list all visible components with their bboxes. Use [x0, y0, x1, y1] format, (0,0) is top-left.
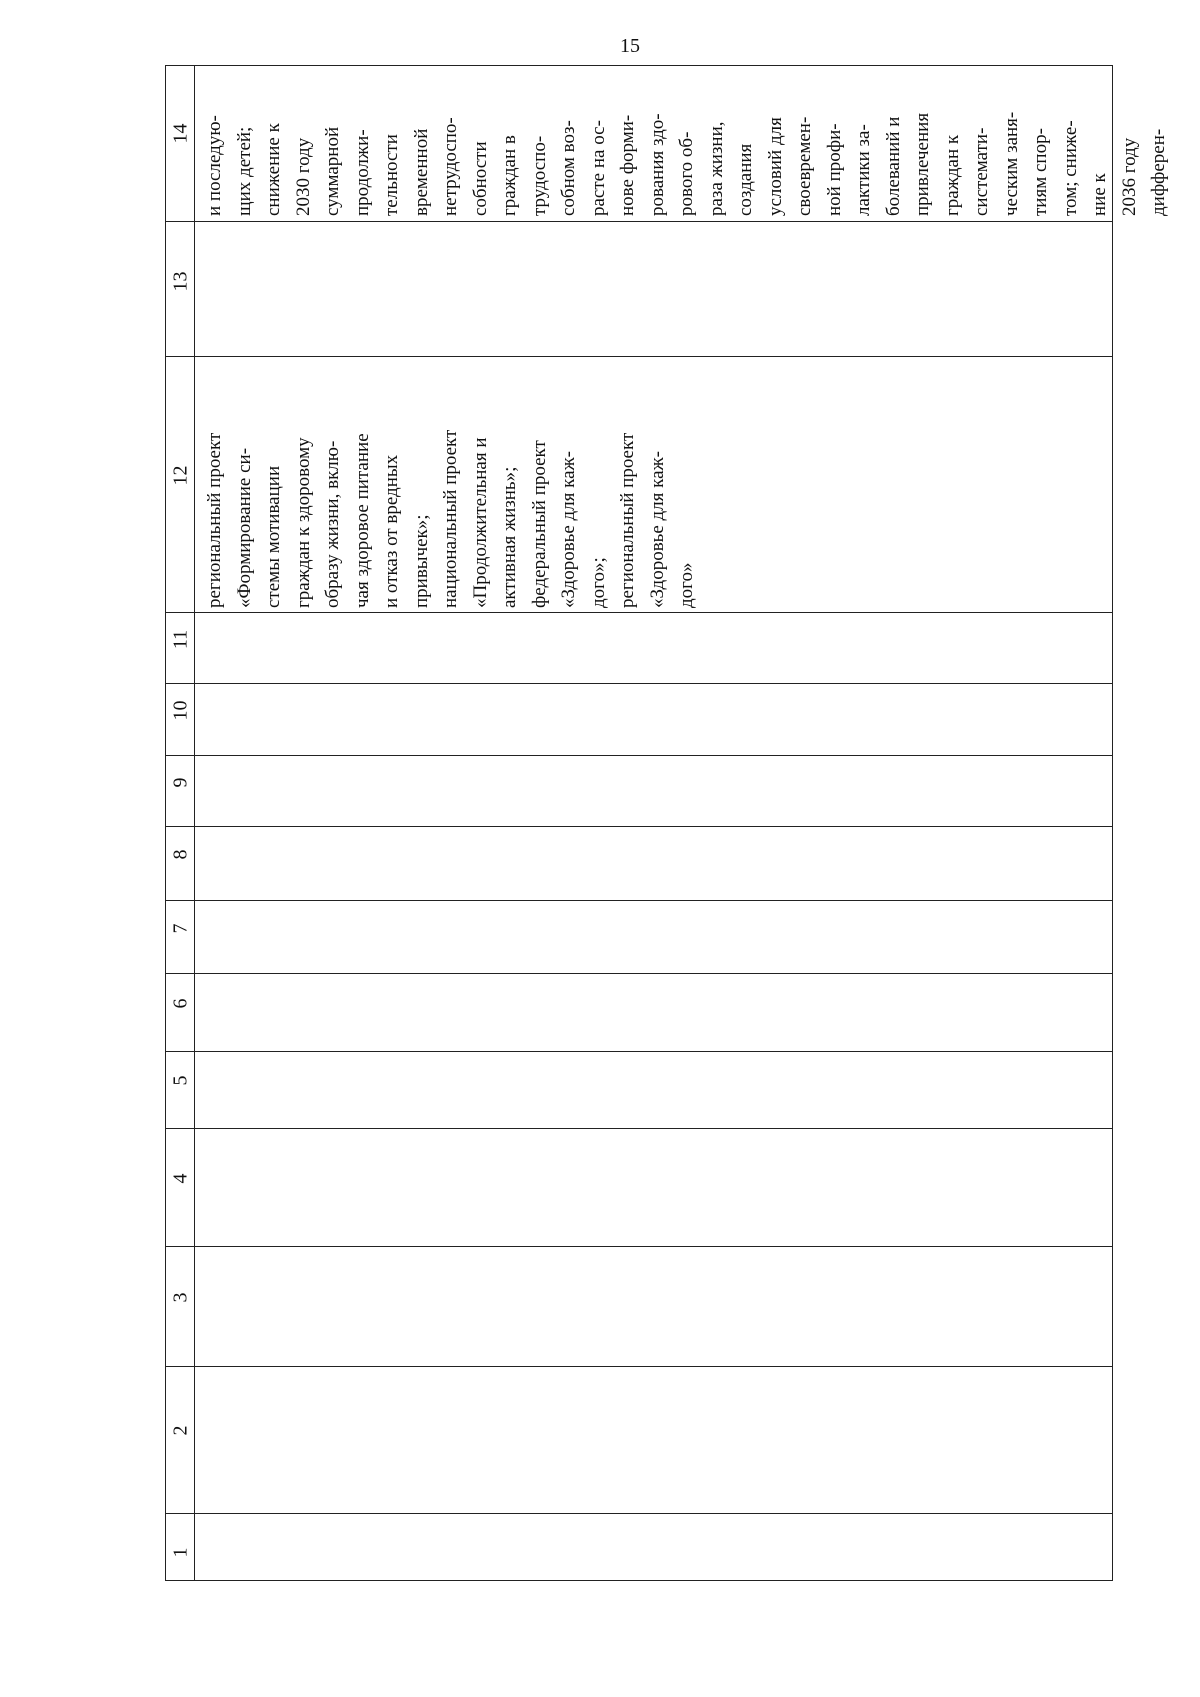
- col-14-line: снижение к: [263, 123, 284, 216]
- row-divider-4-3: [166, 1246, 1112, 1247]
- col-header-6: 6: [169, 998, 192, 1009]
- col-14-line: ной профи-: [823, 123, 845, 216]
- row-divider-7-6: [166, 973, 1112, 974]
- col-14-line: тельности: [381, 134, 402, 216]
- col-14-line: граждан в: [499, 135, 520, 216]
- row-divider-2-1: [166, 1513, 1112, 1514]
- col-12-line: привычек»;: [410, 514, 432, 608]
- col-14-line: раза жизни,: [705, 121, 727, 216]
- col-12-line: дого»;: [587, 557, 609, 608]
- col-header-11: 11: [169, 629, 192, 650]
- cell-col-14-text: [200, 112, 1174, 216]
- col-12-line: дого»: [676, 562, 697, 608]
- col-14-line: системати-: [971, 127, 992, 216]
- header-strip-divider: [194, 66, 195, 1580]
- col-header-12: 12: [169, 465, 192, 486]
- col-14-line: нетрудоспо-: [440, 117, 461, 216]
- row-divider-5-4: [166, 1128, 1112, 1129]
- col-14-line: условий для: [764, 117, 786, 216]
- col-12-line: региональный проект: [617, 432, 638, 608]
- row-divider-14-13: [166, 221, 1112, 222]
- col-header-10: 10: [169, 700, 192, 721]
- col-header-7: 7: [169, 923, 192, 934]
- row-divider-8-7: [166, 900, 1112, 901]
- col-12-line: чая здоровое питание: [351, 433, 373, 608]
- col-header-5: 5: [169, 1075, 192, 1086]
- col-14-line: продолжи-: [351, 129, 373, 216]
- col-14-line: создания: [735, 143, 756, 216]
- col-14-line: ческим заня-: [1000, 111, 1022, 216]
- col-14-line: суммарной: [322, 126, 343, 216]
- col-12-line: федеральный проект: [528, 440, 550, 608]
- col-12-line: «Формирование си-: [233, 447, 255, 608]
- col-14-line: нове форми-: [617, 114, 638, 216]
- row-divider-6-5: [166, 1051, 1112, 1052]
- col-14-line: 2036 году: [1118, 137, 1140, 216]
- col-12-line: «Продолжительная и: [469, 437, 491, 608]
- col-14-line: том; сниже-: [1059, 120, 1081, 216]
- col-14-line: расте на ос-: [587, 120, 609, 216]
- col-12-line: «Здоровье для каж-: [558, 450, 579, 608]
- col-12-line: граждан к здоровому: [292, 437, 314, 608]
- page-number: 15: [620, 35, 640, 57]
- col-12-line: региональный проект: [204, 432, 225, 608]
- col-header-9: 9: [169, 777, 192, 788]
- col-12-line: и отказ от вредных: [381, 454, 402, 608]
- col-header-1: 1: [169, 1547, 192, 1558]
- row-divider-11-10: [166, 683, 1112, 684]
- col-12-line: активная жизнь»;: [499, 466, 520, 608]
- row-divider-10-9: [166, 755, 1112, 756]
- col-14-line: собном воз-: [558, 120, 579, 216]
- col-14-line: своевремен-: [794, 116, 815, 216]
- row-divider-9-8: [166, 826, 1112, 827]
- col-header-2: 2: [169, 1425, 192, 1436]
- col-14-line: рования здо-: [646, 113, 668, 216]
- col-14-line: собности: [469, 141, 491, 216]
- col-14-line: и последую-: [204, 115, 225, 216]
- rotated-table: [165, 65, 1169, 1581]
- col-14-line: ние к: [1089, 173, 1110, 216]
- col-header-8: 8: [169, 849, 192, 860]
- col-12-line: образу жизни, вклю-: [322, 440, 343, 608]
- cell-col-12-text: [200, 430, 702, 608]
- col-14-line: граждан к: [941, 134, 963, 216]
- row-divider-12-11: [166, 612, 1112, 613]
- col-header-13: 13: [169, 271, 192, 292]
- col-14-line: лактики за-: [853, 124, 874, 216]
- col-12-line: «Здоровье для каж-: [646, 450, 668, 608]
- col-14-line: болеваний и: [882, 116, 904, 216]
- col-14-line: привлечения: [912, 112, 933, 216]
- col-14-line: 2030 году: [292, 137, 314, 216]
- col-14-line: рового об-: [676, 131, 697, 216]
- col-14-line: щих детей;: [233, 126, 255, 216]
- col-12-line: стемы мотивации: [263, 465, 284, 608]
- row-divider-13-12: [166, 356, 1112, 357]
- col-header-3: 3: [169, 1292, 192, 1303]
- col-14-line: тиям спор-: [1030, 128, 1051, 216]
- col-12-line: национальный проект: [440, 429, 461, 608]
- col-14-line: трудоспо-: [528, 135, 550, 216]
- col-14-line: временной: [410, 128, 432, 216]
- col-header-14: 14: [169, 123, 192, 144]
- col-14-line: дифферен-: [1148, 128, 1169, 216]
- col-header-4: 4: [169, 1173, 192, 1184]
- row-divider-3-2: [166, 1366, 1112, 1367]
